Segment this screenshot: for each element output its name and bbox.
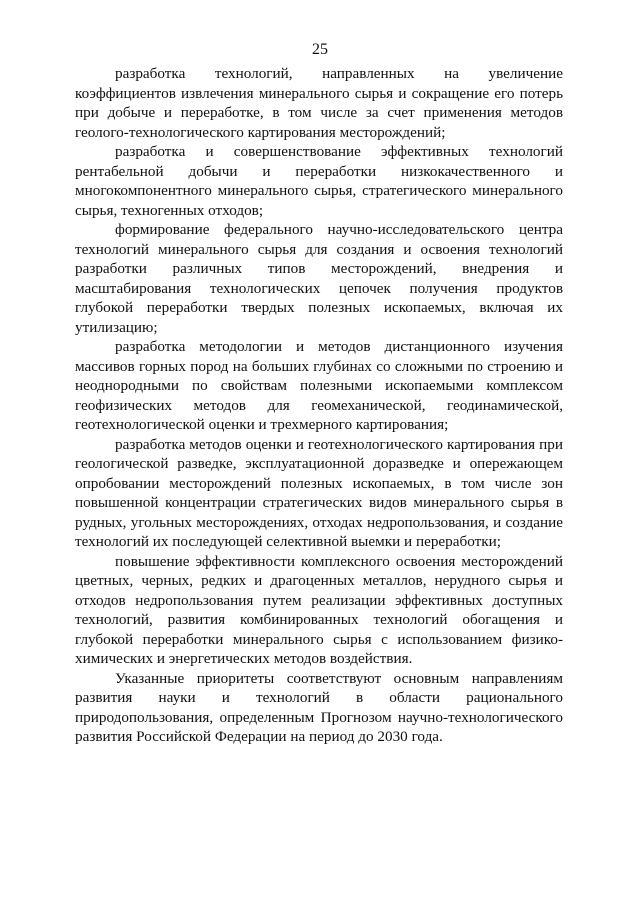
document-body xyxy=(75,64,563,747)
paragraph-low-grade-raw-materials: разработка и совершенствование эффективных технологий рентабельной добычи и переработки низкокачественного и многокомпонентного минерального сырья, стратегического минерального сырья, техногенных отходов; xyxy=(75,143,563,219)
page-number: 25 xyxy=(312,41,328,58)
paragraph-research-center: формирование федерального научно-исследовательского центра технологий минерального сырья для создания и освоения технологий разработки различных типов месторождений, внедрения и масштабирования технологических цепочек получения продуктов глубокой переработки твердых полезных ископаемых, включая их утилизацию; xyxy=(75,221,563,336)
paragraph-mineral-extraction: разработка технологий, направленных на увеличение коэффициентов извлечения минерального сырья и сокращение его потерь при добыче и переработке, в том числе за счет применения методов геолого-технологического картирования месторождений; xyxy=(75,65,563,141)
paragraph-remote-study-methods: разработка методологии и методов дистанционного изучения массивов горных пород на больших глубинах со сложными по строению и неоднородными по свойствам полезными ископаемыми комплексом геофизических методов для геомеханической, геодинамической, геотехнологической оценки и трехмерного картирования; xyxy=(75,338,563,433)
paragraph-complex-development: повышение эффективности комплексного освоения месторождений цветных, черных, редких и драгоценных металлов, нерудного сырья и отходов недропользования путем реализации эффективных доступных технологий, развития комбинированных технологий обогащения и глубокой переработки минерального сырья с использованием физико-химических и энергетических методов воздействия. xyxy=(75,552,563,667)
paragraph-assessment-mapping: разработка методов оценки и геотехнологического картирования при геологической разведке, эксплуатационной доразведке и опережающем опробовании месторождений полезных ископаемых, в том числе зон повышенной концентрации стратегических видов минерального сырья в рудных, угольных месторождениях, отходах недропользования, и создание технологий их последующей селективной выемки и переработки; xyxy=(75,435,563,550)
paragraph-priorities-conclusion: Указанные приоритеты соответствуют основным направлениям развития науки и технологий в области рационального природопользования, определенным Прогнозом научно-технологического развития Российской Федерации на период до 2030 года. xyxy=(75,669,563,745)
